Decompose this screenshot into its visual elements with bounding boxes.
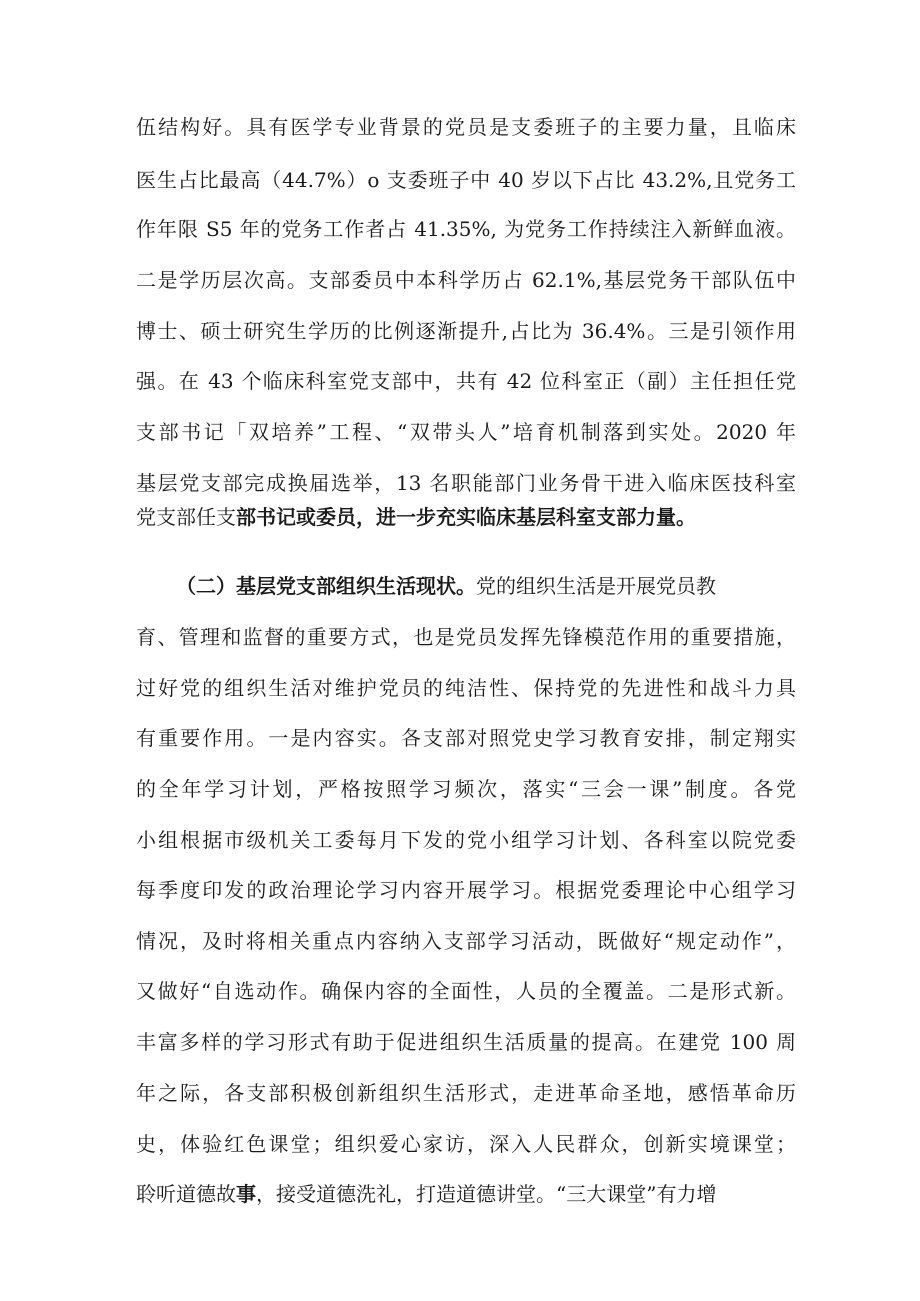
text-line: 博士、硕士研究生学历的比例逐渐提升,占比为 36.4%。三是引领作用 [136,319,796,343]
text-line: 丰富多样的学习形式有助于促进组织生活质量的提高。在建党 100 周 [136,1030,796,1054]
text-bold: 事 [236,1182,256,1206]
text-line: 医生占比最高（44.7%）o 支委班子中 40 岁以下占比 43.2%,且党务工 [136,168,796,192]
text-line: 史，体验红色课堂；组织爱心家访，深入人民群众，创新实境课堂； [136,1132,796,1156]
text-line: 育、管理和监督的重要方式，也是党员发挥先锋模范作用的重要措施， [136,625,796,649]
text-line: 基层党支部完成换届选举，13 名职能部门业务骨干进入临床医技科室 [136,471,796,495]
text-normal: 党的组织生活是开展党员教 [476,574,716,598]
text-line [136,497,796,537]
text-line: 每季度印发的政治理论学习内容开展学习。根据党委理论中心组学习 [136,878,796,902]
section-heading: （二）基层党支部组织生活现状。 [176,574,476,598]
text-line: 又做好“自选动作。确保内容的全面性，人员的全覆盖。二是形式新。 [136,979,796,1003]
text-line: 二是学历层次高。支部委员中本科学历占 62.1%,基层党务干部队伍中 [136,268,796,292]
text-bold: 部书记或委员，进一步充实临床基层科室支部力量。 [236,505,696,529]
text-line: 年之际，各支部积极创新组织生活形式，走进革命圣地，感悟革命历 [136,1081,796,1105]
text-line: 的全年学习计划，严格按照学习频次，落实“三会一课”制度。各党 [136,777,796,801]
text-line: 有重要作用。一是内容实。各支部对照党史学习教育安排，制定翔实 [136,726,796,750]
text-line: 伍结构好。具有医学专业背景的党员是支委班子的主要力量，且临床 [136,115,796,139]
text-line: 过好党的组织生活对维护党员的纯洁性、保持党的先进性和战斗力具 [136,676,796,700]
text-line: 作年限 S5 年的党务工作者占 41.35%, 为党务工作持续注入新鲜血液。 [136,217,796,241]
text-normal: ，接受道德洗礼，打造道德讲堂。“三大课堂”有力增 [256,1182,717,1206]
section-heading-line [176,566,796,606]
text-line [136,1174,796,1214]
text-normal: 党支部任支 [136,505,236,529]
text-normal: 聆听道德故 [136,1182,236,1206]
text-line: 支部书记「双培养”工程、“双带头人”培育机制落到实处。2020 年 [136,420,796,444]
text-line: 情况，及时将相关重点内容纳入支部学习活动，既做好“规定动作”， [136,929,796,953]
text-line: 强。在 43 个临床科室党支部中，共有 42 位科室正（副）主任担任党 [136,369,796,393]
text-line: 小组根据市级机关工委每月下发的党小组学习计划、各科室以院党委 [136,828,796,852]
